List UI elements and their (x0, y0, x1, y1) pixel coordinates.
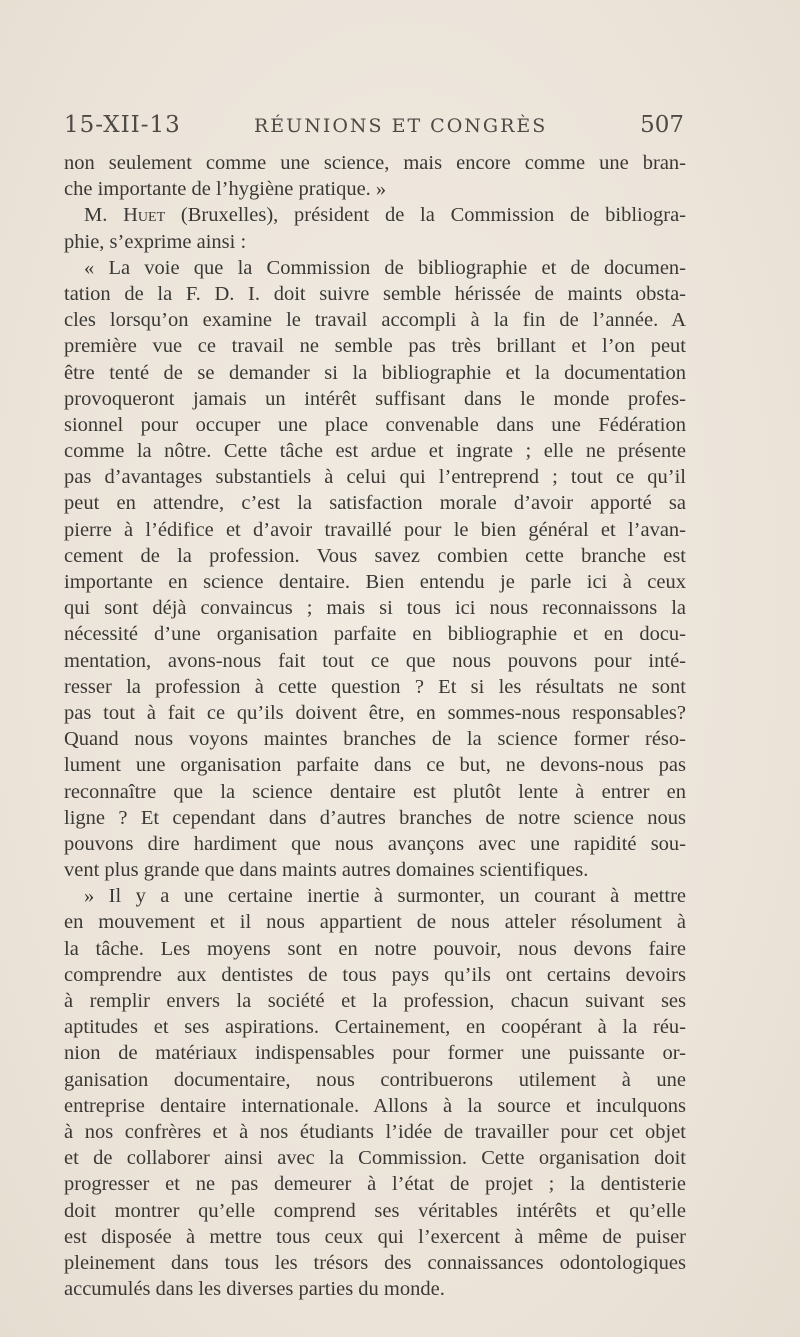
text-line: pas tout à fait ce qu’ils doivent être, en sommes-nous responsables? (64, 701, 686, 724)
page-number: 507 (640, 112, 684, 138)
text-line: pas d’avantages substantiels à celui qui l’entreprend ; tout ce qu’il (64, 466, 686, 489)
text-line: vent plus grande que dans maints autres domaines scientifiques. (64, 859, 589, 882)
text-line: la tâche. Les moyens sont en notre pouvoir, nous devons faire (64, 937, 686, 960)
text-line: mentation, avons-nous fait tout ce que nous pouvons pour inté- (64, 649, 686, 672)
text-line: cement de la profession. Vous savez combien cette branche est (64, 544, 686, 567)
text-line: en mouvement et il nous appartient de nous atteler résolument à (64, 911, 686, 934)
text-line: pleinement dans tous les trésors des connaissances odontologiques (64, 1251, 686, 1274)
text-line: est disposée à mettre tous ceux qui l’exercent à même de puiser (64, 1225, 686, 1248)
speaker-prefix: M. (84, 204, 124, 227)
text-line: » Il y a une certaine inertie à surmonter, un courant à mettre (84, 885, 686, 908)
text-line: tation de la F. D. I. doit suivre semble hérissée de maints obsta- (64, 282, 686, 305)
text-line: pouvons dire hardiment que nous avançons avec une rapidité sou- (64, 832, 686, 855)
text-line: che importante de l’hygiène pratique. » (64, 178, 387, 201)
text-line: provoqueront jamais un intérêt suffisant dans le monde profes- (64, 387, 686, 410)
text-line: comme la nôtre. Cette tâche est ardue et ingrate ; elle ne présente (64, 440, 686, 463)
text-line: accumulés dans les diverses parties du monde. (64, 1278, 445, 1301)
text-line: resser la profession à cette question ? Et si les résultats ne sont (64, 675, 686, 698)
text-line: nion de matériaux indispensables pour former une puissante or- (64, 1042, 686, 1065)
text-line: être tenté de se demander si la bibliographie et la documentation (64, 361, 686, 384)
text-line: cles lorsqu’on examine le travail accompli à la fin de l’année. A (64, 309, 686, 332)
text-line: entreprise dentaire internationale. Allons à la source et inculquons (64, 1094, 686, 1117)
text-line: qui sont déjà convaincus ; mais si tous ici nous reconnaissons la (64, 597, 686, 620)
text-line: importante en science dentaire. Bien entendu je parle ici à ceux (64, 571, 686, 593)
text-line: pierre à l’édifice et d’avoir travaillé pour le bien général et l’avan- (64, 518, 686, 541)
text-line: lument une organisation parfaite dans ce but, ne devons-nous pas (64, 754, 686, 777)
body-text (64, 150, 686, 1302)
text-line: non seulement comme une science, mais encore comme une bran- (64, 152, 686, 174)
text-line: ligne ? Et cependant dans d’autres branches de notre science nous (64, 806, 686, 829)
text-line: nécessité d’une organisation parfaite en bibliographie et en docu- (64, 623, 686, 646)
speaker-rest: (Bruxelles), président de la Commission de bibliogra- (165, 204, 686, 227)
header-date: 15-XII-13 (64, 112, 181, 138)
text-line: à remplir envers la société et la profession, chacun suivant ses (64, 990, 686, 1012)
text-line: reconnaître que la science dentaire est plutôt lente à entrer en (64, 780, 686, 803)
text-line: phie, s’exprime ainsi : (64, 230, 247, 253)
text-line: aptitudes et ses aspirations. Certainement, en coopérant à la réu- (64, 1016, 686, 1039)
running-header (64, 112, 684, 146)
text-line: première vue ce travail ne semble pas très brillant et l’on peut (64, 335, 686, 358)
header-title: RÉUNIONS ET CONGRÈS (254, 115, 548, 137)
text-line: ganisation documentaire, nous contribuerons utilement à une (64, 1068, 686, 1091)
text-line-speaker (64, 202, 686, 228)
speaker-name: Huet (123, 204, 166, 227)
text-line: « La voie que la Commission de bibliographie et de documen- (84, 256, 686, 279)
text-line: Quand nous voyons maintes branches de la science former réso- (64, 728, 686, 751)
text-line: peut en attendre, c’est la satisfaction morale d’avoir apporté sa (64, 492, 686, 515)
text-line: progresser et ne pas demeurer à l’état de projet ; la dentisterie (64, 1173, 686, 1196)
text-line: à nos confrères et à nos étudiants l’idée de travailler pour cet objet (64, 1120, 686, 1143)
text-line: sionnel pour occuper une place convenable dans une Fédération (64, 413, 686, 436)
text-line: doit montrer qu’elle comprend ses véritables intérêts et qu’elle (64, 1199, 686, 1222)
text-line: et de collaborer ainsi avec la Commission. Cette organisation doit (64, 1147, 686, 1170)
text-line: comprendre aux dentistes de tous pays qu’ils ont certains devoirs (64, 963, 686, 986)
